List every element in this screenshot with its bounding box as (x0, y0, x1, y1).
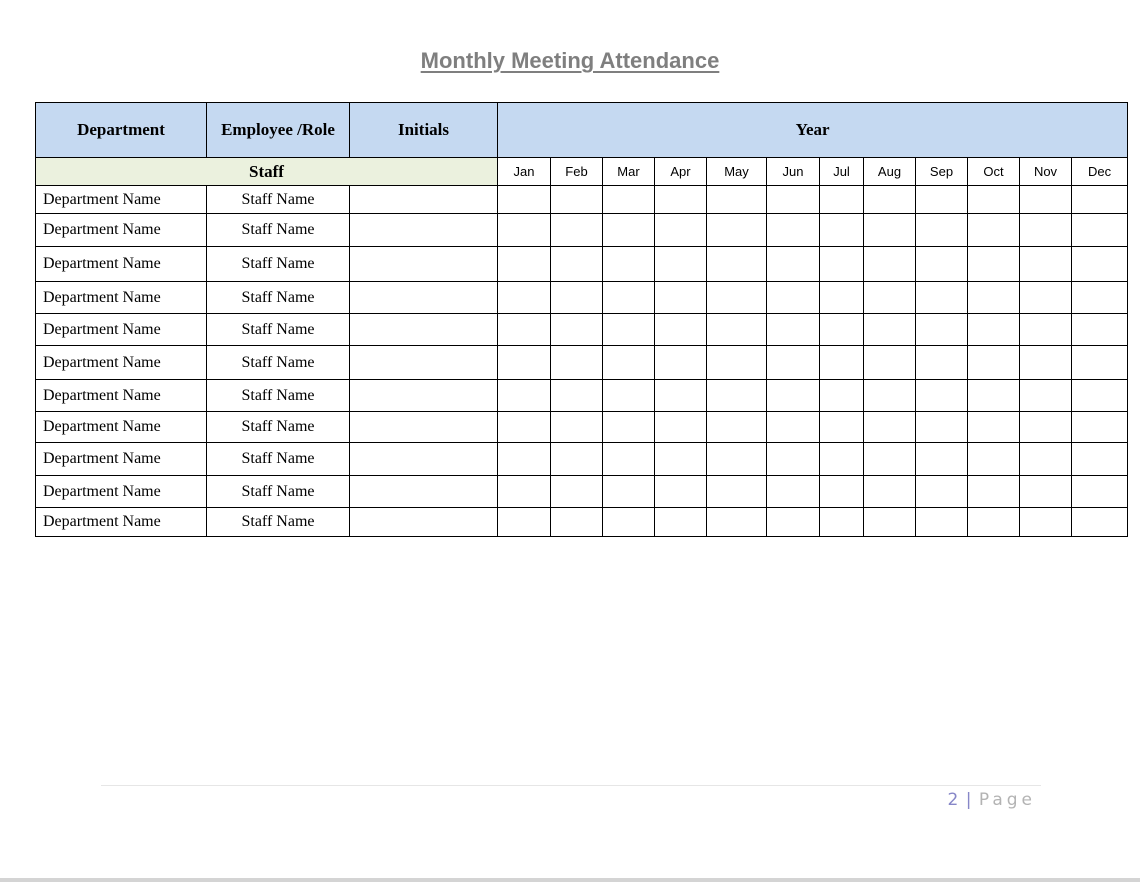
month-header-apr: Apr (655, 158, 707, 186)
department-cell[interactable]: Department Name (36, 214, 207, 247)
month-header-nov: Nov (1020, 158, 1072, 186)
month-header-feb: Feb (551, 158, 603, 186)
attendance-cell-nov[interactable] (1020, 476, 1072, 508)
attendance-cell-oct[interactable] (968, 380, 1020, 412)
department-cell[interactable]: Department Name (36, 380, 207, 412)
attendance-cell-oct[interactable] (968, 247, 1020, 282)
attendance-cell-apr[interactable] (655, 476, 707, 508)
department-cell[interactable]: Department Name (36, 443, 207, 476)
attendance-cell-oct[interactable] (968, 508, 1020, 537)
attendance-cell-jul[interactable] (820, 186, 864, 214)
attendance-cell-nov[interactable] (1020, 412, 1072, 443)
table-body (36, 186, 1128, 537)
attendance-cell-aug[interactable] (864, 443, 916, 476)
attendance-cell-apr[interactable] (655, 282, 707, 314)
attendance-cell-mar[interactable] (603, 412, 655, 443)
department-cell[interactable]: Department Name (36, 282, 207, 314)
attendance-cell-may[interactable] (707, 380, 767, 412)
initials-cell[interactable] (350, 508, 498, 537)
attendance-cell-aug[interactable] (864, 314, 916, 346)
initials-cell[interactable] (350, 314, 498, 346)
staff-name-cell[interactable]: Staff Name (207, 186, 350, 214)
attendance-cell-aug[interactable] (864, 508, 916, 537)
header-year: Year (498, 103, 1128, 158)
attendance-cell-sep[interactable] (916, 346, 968, 380)
staff-group-label: Staff (36, 158, 498, 186)
initials-cell[interactable] (350, 443, 498, 476)
department-cell[interactable]: Department Name (36, 314, 207, 346)
attendance-cell-jan[interactable] (498, 443, 551, 476)
attendance-cell-oct[interactable] (968, 282, 1020, 314)
page-footer (947, 790, 1036, 810)
month-header-may: May (707, 158, 767, 186)
attendance-cell-mar[interactable] (603, 247, 655, 282)
attendance-cell-oct[interactable] (968, 412, 1020, 443)
attendance-cell-dec[interactable] (1072, 247, 1128, 282)
table-row (36, 282, 1128, 314)
header-initials: Initials (350, 103, 498, 158)
attendance-cell-jul[interactable] (820, 346, 864, 380)
attendance-cell-apr[interactable] (655, 380, 707, 412)
attendance-cell-feb[interactable] (551, 346, 603, 380)
initials-cell[interactable] (350, 214, 498, 247)
attendance-cell-may[interactable] (707, 186, 767, 214)
attendance-cell-dec[interactable] (1072, 443, 1128, 476)
table-row (36, 508, 1128, 537)
attendance-cell-nov[interactable] (1020, 247, 1072, 282)
attendance-cell-jan[interactable] (498, 412, 551, 443)
month-header-sep: Sep (916, 158, 968, 186)
attendance-cell-jun[interactable] (767, 186, 820, 214)
attendance-cell-nov[interactable] (1020, 443, 1072, 476)
table-row (36, 443, 1128, 476)
attendance-cell-feb[interactable] (551, 508, 603, 537)
attendance-cell-jan[interactable] (498, 282, 551, 314)
page-bottom-edge (0, 878, 1140, 882)
initials-cell[interactable] (350, 380, 498, 412)
attendance-cell-may[interactable] (707, 314, 767, 346)
page-word: Page (978, 790, 1036, 810)
attendance-cell-aug[interactable] (864, 476, 916, 508)
attendance-cell-jul[interactable] (820, 214, 864, 247)
attendance-cell-nov[interactable] (1020, 346, 1072, 380)
attendance-cell-oct[interactable] (968, 476, 1020, 508)
staff-name-cell[interactable]: Staff Name (207, 476, 350, 508)
attendance-cell-jan[interactable] (498, 214, 551, 247)
attendance-cell-aug[interactable] (864, 247, 916, 282)
attendance-cell-mar[interactable] (603, 476, 655, 508)
attendance-cell-jul[interactable] (820, 380, 864, 412)
attendance-cell-jun[interactable] (767, 214, 820, 247)
page-number: 2 (947, 790, 960, 810)
attendance-cell-may[interactable] (707, 412, 767, 443)
attendance-cell-dec[interactable] (1072, 186, 1128, 214)
initials-cell[interactable] (350, 186, 498, 214)
attendance-cell-oct[interactable] (968, 443, 1020, 476)
header-department: Department (36, 103, 207, 158)
staff-name-cell[interactable]: Staff Name (207, 443, 350, 476)
month-header-aug: Aug (864, 158, 916, 186)
attendance-cell-feb[interactable] (551, 186, 603, 214)
header-row (36, 103, 1128, 158)
staff-name-cell[interactable]: Staff Name (207, 214, 350, 247)
month-header-jul: Jul (820, 158, 864, 186)
staff-name-cell[interactable]: Staff Name (207, 314, 350, 346)
attendance-cell-feb[interactable] (551, 314, 603, 346)
initials-cell[interactable] (350, 346, 498, 380)
attendance-cell-jul[interactable] (820, 282, 864, 314)
attendance-cell-jan[interactable] (498, 476, 551, 508)
attendance-cell-dec[interactable] (1072, 314, 1128, 346)
attendance-cell-jan[interactable] (498, 186, 551, 214)
attendance-cell-nov[interactable] (1020, 282, 1072, 314)
attendance-cell-may[interactable] (707, 346, 767, 380)
staff-name-cell[interactable]: Staff Name (207, 282, 350, 314)
attendance-cell-dec[interactable] (1072, 214, 1128, 247)
attendance-cell-feb[interactable] (551, 443, 603, 476)
attendance-cell-aug[interactable] (864, 214, 916, 247)
table-row (36, 412, 1128, 443)
attendance-cell-sep[interactable] (916, 476, 968, 508)
initials-cell[interactable] (350, 247, 498, 282)
table-row (36, 186, 1128, 214)
attendance-cell-aug[interactable] (864, 380, 916, 412)
attendance-cell-feb[interactable] (551, 214, 603, 247)
attendance-cell-apr[interactable] (655, 346, 707, 380)
attendance-cell-feb[interactable] (551, 247, 603, 282)
attendance-cell-apr[interactable] (655, 508, 707, 537)
attendance-cell-sep[interactable] (916, 214, 968, 247)
attendance-cell-dec[interactable] (1072, 508, 1128, 537)
attendance-cell-dec[interactable] (1072, 380, 1128, 412)
staff-name-cell[interactable]: Staff Name (207, 247, 350, 282)
staff-name-cell[interactable]: Staff Name (207, 412, 350, 443)
attendance-cell-jun[interactable] (767, 508, 820, 537)
month-header-dec: Dec (1072, 158, 1128, 186)
table-row (36, 346, 1128, 380)
attendance-cell-nov[interactable] (1020, 380, 1072, 412)
table-row (36, 380, 1128, 412)
attendance-cell-sep[interactable] (916, 186, 968, 214)
attendance-cell-jun[interactable] (767, 476, 820, 508)
attendance-cell-jun[interactable] (767, 247, 820, 282)
attendance-cell-jun[interactable] (767, 314, 820, 346)
header-employee-role: Employee /Role (207, 103, 350, 158)
month-header-jun: Jun (767, 158, 820, 186)
attendance-cell-oct[interactable] (968, 314, 1020, 346)
attendance-cell-jul[interactable] (820, 443, 864, 476)
attendance-cell-jul[interactable] (820, 508, 864, 537)
attendance-cell-jun[interactable] (767, 282, 820, 314)
attendance-cell-jul[interactable] (820, 314, 864, 346)
department-cell[interactable]: Department Name (36, 346, 207, 380)
attendance-cell-oct[interactable] (968, 186, 1020, 214)
table-row (36, 247, 1128, 282)
attendance-cell-mar[interactable] (603, 346, 655, 380)
attendance-cell-sep[interactable] (916, 508, 968, 537)
attendance-cell-jun[interactable] (767, 443, 820, 476)
attendance-cell-dec[interactable] (1072, 476, 1128, 508)
attendance-cell-jul[interactable] (820, 412, 864, 443)
department-cell[interactable]: Department Name (36, 508, 207, 537)
attendance-cell-jan[interactable] (498, 380, 551, 412)
attendance-cell-mar[interactable] (603, 314, 655, 346)
attendance-cell-feb[interactable] (551, 380, 603, 412)
attendance-cell-may[interactable] (707, 247, 767, 282)
attendance-cell-aug[interactable] (864, 282, 916, 314)
attendance-cell-jan[interactable] (498, 314, 551, 346)
attendance-cell-jul[interactable] (820, 476, 864, 508)
attendance-table (35, 102, 1128, 537)
attendance-cell-aug[interactable] (864, 186, 916, 214)
attendance-cell-dec[interactable] (1072, 346, 1128, 380)
attendance-cell-mar[interactable] (603, 508, 655, 537)
attendance-cell-jun[interactable] (767, 412, 820, 443)
attendance-cell-jul[interactable] (820, 247, 864, 282)
initials-cell[interactable] (350, 476, 498, 508)
department-cell[interactable]: Department Name (36, 412, 207, 443)
attendance-cell-may[interactable] (707, 476, 767, 508)
attendance-cell-sep[interactable] (916, 443, 968, 476)
attendance-cell-jun[interactable] (767, 380, 820, 412)
department-cell[interactable]: Department Name (36, 247, 207, 282)
attendance-cell-sep[interactable] (916, 247, 968, 282)
month-header-oct: Oct (968, 158, 1020, 186)
attendance-cell-apr[interactable] (655, 412, 707, 443)
month-header-jan: Jan (498, 158, 551, 186)
attendance-cell-may[interactable] (707, 508, 767, 537)
attendance-cell-apr[interactable] (655, 186, 707, 214)
attendance-cell-dec[interactable] (1072, 282, 1128, 314)
attendance-cell-mar[interactable] (603, 443, 655, 476)
attendance-cell-jun[interactable] (767, 346, 820, 380)
attendance-cell-jan[interactable] (498, 346, 551, 380)
attendance-cell-nov[interactable] (1020, 508, 1072, 537)
attendance-cell-jan[interactable] (498, 247, 551, 282)
attendance-cell-mar[interactable] (603, 380, 655, 412)
attendance-cell-aug[interactable] (864, 346, 916, 380)
department-cell[interactable]: Department Name (36, 476, 207, 508)
attendance-cell-may[interactable] (707, 443, 767, 476)
attendance-cell-apr[interactable] (655, 214, 707, 247)
attendance-cell-mar[interactable] (603, 186, 655, 214)
attendance-cell-sep[interactable] (916, 314, 968, 346)
attendance-cell-sep[interactable] (916, 282, 968, 314)
attendance-cell-may[interactable] (707, 282, 767, 314)
attendance-cell-nov[interactable] (1020, 314, 1072, 346)
staff-name-cell[interactable]: Staff Name (207, 508, 350, 537)
attendance-cell-apr[interactable] (655, 314, 707, 346)
attendance-cell-sep[interactable] (916, 380, 968, 412)
attendance-cell-mar[interactable] (603, 214, 655, 247)
attendance-cell-jan[interactable] (498, 508, 551, 537)
attendance-cell-oct[interactable] (968, 346, 1020, 380)
attendance-cell-feb[interactable] (551, 476, 603, 508)
page-title: Monthly Meeting Attendance (420, 48, 720, 73)
attendance-cell-apr[interactable] (655, 443, 707, 476)
page-separator: | (965, 790, 973, 810)
table-row (36, 214, 1128, 247)
initials-cell[interactable] (350, 282, 498, 314)
attendance-cell-aug[interactable] (864, 412, 916, 443)
table-row (36, 314, 1128, 346)
month-header-row (36, 158, 1128, 186)
table-row (36, 476, 1128, 508)
attendance-cell-may[interactable] (707, 214, 767, 247)
initials-cell[interactable] (350, 412, 498, 443)
attendance-cell-dec[interactable] (1072, 412, 1128, 443)
staff-name-cell[interactable]: Staff Name (207, 380, 350, 412)
month-header-mar: Mar (603, 158, 655, 186)
attendance-cell-nov[interactable] (1020, 214, 1072, 247)
attendance-cell-feb[interactable] (551, 412, 603, 443)
staff-name-cell[interactable]: Staff Name (207, 346, 350, 380)
attendance-cell-apr[interactable] (655, 247, 707, 282)
attendance-cell-mar[interactable] (603, 282, 655, 314)
footer-divider (101, 785, 1041, 786)
department-cell[interactable]: Department Name (36, 186, 207, 214)
attendance-cell-nov[interactable] (1020, 186, 1072, 214)
attendance-cell-oct[interactable] (968, 214, 1020, 247)
attendance-cell-feb[interactable] (551, 282, 603, 314)
attendance-cell-sep[interactable] (916, 412, 968, 443)
